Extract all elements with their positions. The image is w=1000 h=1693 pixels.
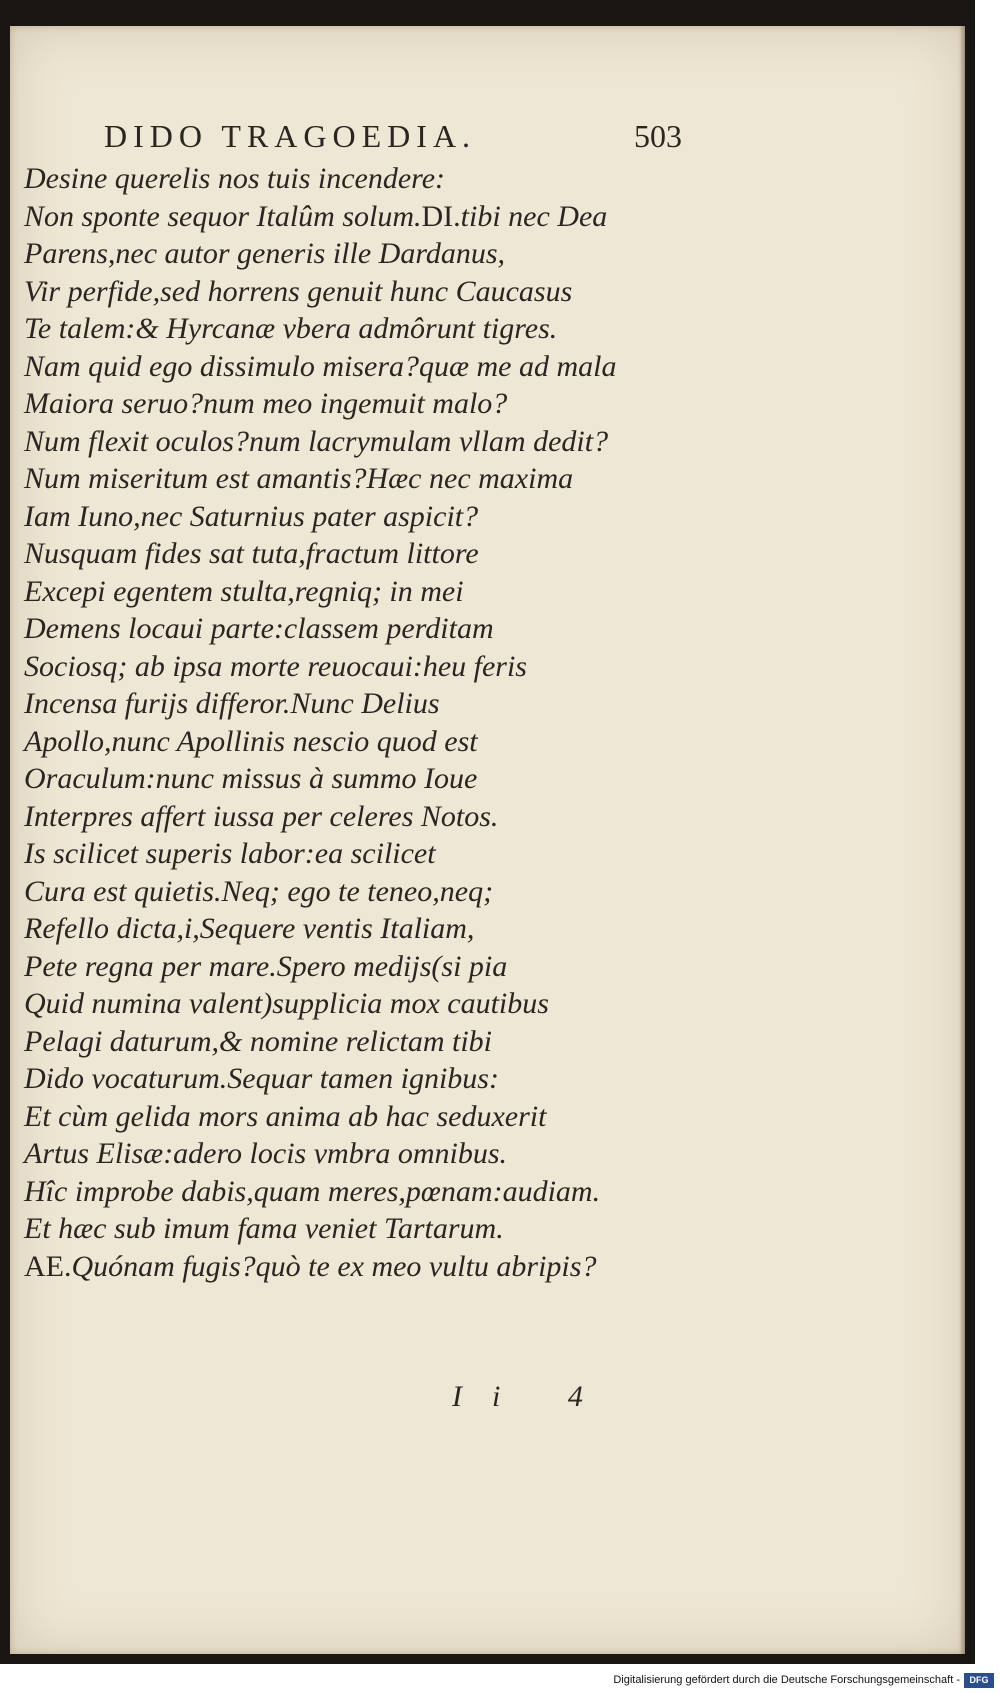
verse-line-text: Nusquam fides sat tuta,fractum littore (24, 537, 479, 570)
verse-line (24, 423, 704, 461)
speaker-label: DI. (421, 199, 461, 233)
verse-line-text: Num flexit oculos?num lacrymulam vllam dedit? (24, 424, 609, 458)
verse-line-text: Parens,nec autor generis ille Dardanus, (24, 237, 506, 270)
verse-line-text: Dido vocaturum.Sequar tamen ignibus: (24, 1062, 499, 1095)
verse-line-text: Artus Elisæ:adero locis vmbra omnibus. (24, 1137, 508, 1170)
signature-mark: Ii 4 (452, 1380, 613, 1413)
verse-line-continuation: tibi nec Dea (460, 199, 608, 233)
verse-line (24, 1135, 704, 1173)
verse-line (24, 498, 704, 536)
verse-line-text: Vir perfide,sed horrens genuit hunc Caucasus (24, 274, 573, 308)
verse-line-text: Maiora seruo?num meo ingemuit malo? (24, 387, 508, 420)
verse-line-text: Incensa furijs differor.Nunc Delius (24, 687, 440, 720)
speaker-label: AE. (24, 1249, 72, 1283)
verse-line-text: Demens locaui parte:classem perditam (24, 612, 494, 645)
verse-line (24, 1060, 704, 1098)
verse-line-text: Apollo,nunc Apollinis nescio quod est (24, 724, 478, 758)
verse-line-text: Hîc improbe dabis,quam meres,pœnam:audiam. (24, 1174, 601, 1208)
verse-line (24, 1098, 704, 1136)
verse-line-continuation: Quónam fugis?quò te ex meo vultu abripis? (71, 1249, 597, 1283)
verse-line (24, 348, 704, 386)
verse-line (24, 1210, 704, 1248)
verse-line-text: Is scilicet superis labor:ea scilicet (24, 837, 436, 870)
verse-line-text: Nam quid ego dissimulo misera?quæ me ad mala (24, 349, 617, 383)
verse-line-text: Et cùm gelida mors anima ab hac seduxerit (24, 1099, 547, 1133)
verse-line (24, 723, 704, 761)
verse-line-text: Sociosq; ab ipsa morte reuocaui:heu feris (24, 649, 527, 683)
page-edge-shadow (959, 26, 965, 1654)
verse-line-text: Non sponte sequor Italûm solum. (24, 199, 422, 233)
verse-line-text: Num miseritum est amantis?Hæc nec maxima (24, 462, 574, 495)
verse-line (24, 535, 704, 573)
verse-line-text: Refello dicta,i,Sequere ventis Italiam, (24, 912, 475, 945)
verse-line (24, 160, 704, 198)
verse-line-text: Oraculum:nunc missus à summo Ioue (24, 762, 478, 795)
digitization-credit: Digitalisierung gefördert durch die Deutsche Forschungsgemeinschaft - (613, 1674, 960, 1686)
verse-line (24, 798, 704, 836)
footer-bar (0, 1672, 1000, 1693)
verse-line-text: Et hæc sub imum fama veniet Tartarum. (24, 1212, 504, 1245)
verse-line-text: Excepi egentem stulta,regniq; in mei (24, 574, 464, 608)
verse-line (24, 1248, 704, 1286)
verse-line-text: Te talem:& Hyrcanæ vbera admôrunt tigres. (24, 312, 558, 345)
verse-line-text: Iam Iuno,nec Saturnius pater aspicit? (24, 499, 479, 533)
verse-line (24, 685, 704, 723)
verse-line (24, 835, 704, 873)
verse-line (24, 948, 704, 986)
verse-line-text: Pete regna per mare.Spero medijs(si pia (24, 949, 508, 983)
verse-line (24, 460, 704, 498)
verse-line (24, 235, 704, 273)
verse-line (24, 910, 704, 948)
verse-line-text: Cura est quietis.Neq; ego te teneo,neq; (24, 874, 494, 908)
verse-line (24, 873, 704, 911)
verse-line (24, 760, 704, 798)
verse-line (24, 198, 704, 236)
page-number: 503 (634, 118, 682, 154)
verse-line (24, 648, 704, 686)
verse-line (24, 1173, 704, 1211)
verse-line (24, 610, 704, 648)
verse-text (24, 160, 704, 1285)
verse-line (24, 310, 704, 348)
running-title: DIDO TRAGOEDIA. (104, 118, 477, 154)
verse-line (24, 573, 704, 611)
verse-line-text: Interpres affert iussa per celeres Notos. (24, 799, 499, 833)
dfg-logo: DFG (964, 1673, 994, 1688)
verse-line-text: Pelagi daturum,& nomine relictam tibi (24, 1024, 493, 1058)
verse-line-text: Quid numina valent)supplicia mox cautibus (24, 987, 549, 1020)
verse-line (24, 273, 704, 311)
verse-line-text: Desine querelis nos tuis incendere: (24, 162, 446, 195)
verse-line (24, 985, 704, 1023)
verse-line (24, 385, 704, 423)
running-head (104, 118, 684, 158)
verse-line (24, 1023, 704, 1061)
